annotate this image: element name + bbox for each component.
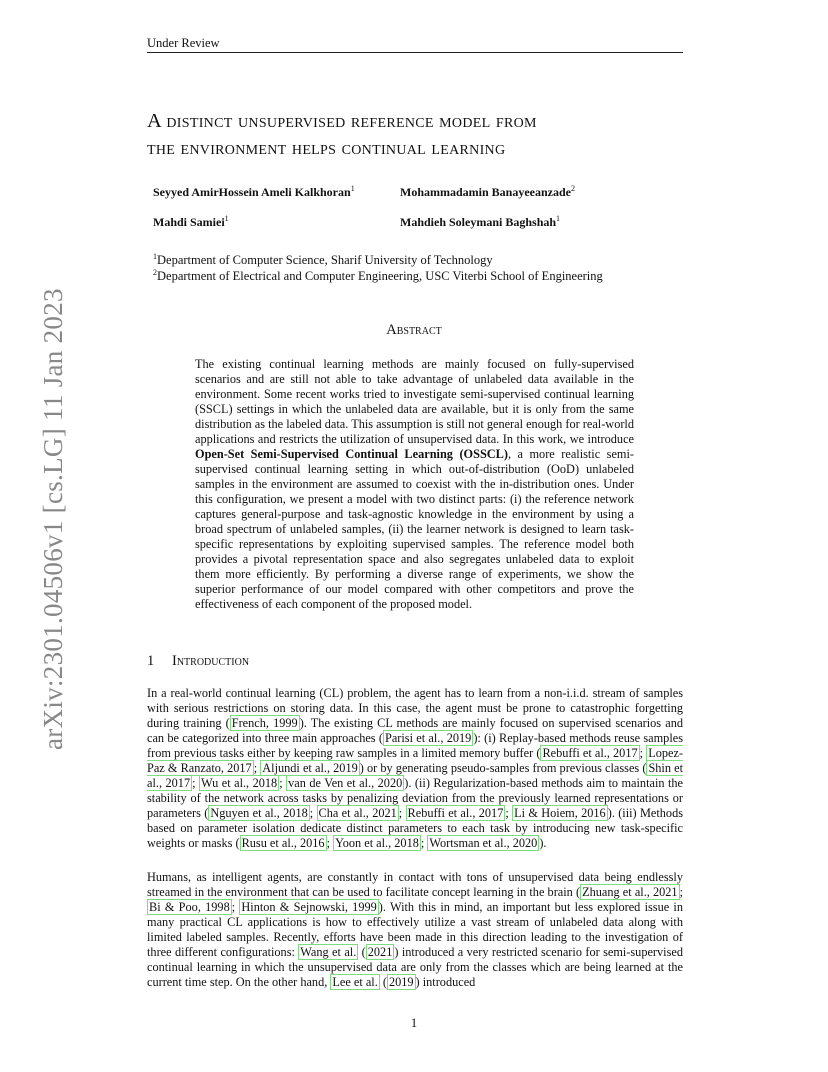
header-rule: [147, 52, 683, 53]
citation-link[interactable]: Lopez-Paz & Ranzato, 2017: [147, 746, 684, 775]
intro-paragraph-1: In a real-world continual learning (CL) problem, the agent has to learn from a non-i.i.d. stream of samples with serious restrictions on storing data. In this case, the agent must be prone to catastrophic forgetting during training ( French, 1999 ). The existing CL methods are mainly focused on supervised scenarios and can be categorized into three main approaches ( Parisi et al., 2019 ): (i) Replay-based methods reuse samples from previous tasks either by keeping raw samples in a limited memory buffer ( Rebuffi et al., 2017 ; Lopez-Paz & Ranzato, 2017 ; Aljundi et al., 2019 ) or by generating pseudo-samples from previous classes ( Shin et al., 2017 ; Wu et al., 2018 ; van de Ven et al., 2020 ). (ii) Regularization-based methods aim to maintain the stability of the network across tasks by penalizing deviation from the previously learned representations or parameters ( Nguyen et al., 2018 ; Cha et al., 2021 ; Rebuffi et al., 2017 ; Li & Hoiem, 2016 ). (iii) Methods based on parameter isolation dedicate distinct parameters to each task by introducing new task-specific weights or masks ( Rusu et al., 2016 ; Yoon et al., 2018 ; Wortsman et al., 2020 ).: [147, 686, 684, 850]
page-number: 1: [410, 1016, 418, 1030]
citation-link[interactable]: Zhuang et al., 2021: [582, 885, 678, 899]
intro-paragraph-2: Humans, as intelligent agents, are constantly in contact with tons of unsupervised data being endlessly streamed in the environment that can be used to facilitate concept learning in the brain ( Zhuang et al., 2021 ; Bi & Poo, 1998 ; Hinton & Sejnowski, 1999 ). With this in mind, an important but less explored issue in many practical CL applications is how to effectively utilize a vast stream of unlabeled data along with limited labeled samples. Recently, efforts have been made in this direction leading to the investigation of three different configurations: Wang et al. ( 2021 ) introduced a very restricted scenario for semi-supervised continual learning in which the unsupervised data are only from the classes which are being learned at the current time step. On the other hand, Lee et al. ( 2019 ) introduced: [147, 870, 684, 989]
citation-link[interactable]: Bi & Poo, 1998: [149, 900, 230, 914]
citation-link[interactable]: van de Ven et al., 2020: [288, 776, 403, 790]
citation-link[interactable]: Hinton & Sejnowski, 1999: [241, 900, 377, 914]
affiliation-1: $^1$Department of Computer Science, Sharif University of Technology: [153, 252, 493, 268]
citation-link[interactable]: Rebuffi et al., 2017: [407, 806, 504, 820]
author-3: Mahdi Samiei$^1$: [153, 214, 229, 229]
section-number: 1: [147, 653, 155, 669]
citation-link[interactable]: Li & Hoiem, 2016: [514, 806, 606, 820]
paper-title: [147, 108, 707, 162]
setting-name: Open-Set Semi-Supervised Continual Learning (OSSCL): [195, 447, 508, 461]
citation-link[interactable]: Rusu et al., 2016: [241, 836, 325, 850]
section-heading: [147, 653, 249, 670]
affiliation-2: $^2$Department of Electrical and Computer Engineering, USC Viterbi School of Engineering: [153, 268, 603, 284]
citation-link[interactable]: French, 1999: [231, 716, 298, 730]
citation-link[interactable]: Yoon et al., 2018: [335, 836, 419, 850]
citation-link[interactable]: Wortsman et al., 2020: [429, 836, 538, 850]
citation-link[interactable]: Rebuffi et al., 2017: [542, 746, 638, 760]
citation-link[interactable]: 2019: [388, 975, 414, 989]
citation-link[interactable]: Lee et al.: [332, 975, 378, 989]
citation-link[interactable]: Shin et al., 2017: [147, 761, 684, 790]
citation-link[interactable]: Aljundi et al., 2019: [262, 761, 358, 775]
arxiv-watermark: arXiv:2301.04506v1 [cs.LG] 11 Jan 2023: [38, 288, 68, 750]
citation-link[interactable]: Nguyen et al., 2018: [210, 806, 308, 820]
citation-link[interactable]: 2021: [367, 945, 393, 959]
citation-link[interactable]: Parisi et al., 2019: [384, 731, 472, 745]
title-line-1: A distinct unsupervised reference model from: [147, 110, 537, 132]
citation-link[interactable]: Wu et al., 2018: [201, 776, 278, 790]
title-line-2: the environment helps continual learning: [147, 137, 506, 159]
abstract-text: The existing continual learning methods are mainly focused on fully-supervised scenarios and are still not able to take advantage of unlabeled data available in the environment. Some recent works tried to investigate semi-supervised continual learning (SSCL) settings in which the unlabeled data are available, but it is only from the same distribution as the labeled data. This assumption is still not general enough for real-world applications and restricts the utilization of unsupervised data. In this work, we introduce Open-Set Semi-Supervised Continual Learning (OSSCL), a more realistic semi-supervised continual learning setting in which out-of-distribution (OoD) unlabeled samples in the environment are assumed to coexist with the in-distribution ones. Under this configuration, we present a model with two distinct parts: (i) the reference network captures general-purpose and task-agnostic knowledge in the environment by using a broad spectrum of unlabeled samples, (ii) the learner network is designed to learn task-specific representations by exploiting supervised samples. The reference model both provides a pivotal representation space and also segregates unlabeled data to exploit them more efficiently. By performing a diverse range of experiments, we show the superior performance of our model compared with other competitors and prove the effectiveness of each component of the proposed model.: [195, 357, 634, 611]
abstract-heading: Abstract: [386, 322, 442, 338]
section-title: Introduction: [172, 653, 250, 669]
citation-link[interactable]: Wang et al.: [300, 945, 357, 959]
running-header: Under Review: [147, 36, 220, 50]
author-4: Mahdieh Soleymani Baghshah$^1$: [400, 214, 561, 229]
author-2: Mohammadamin Banayeeanzade$^2$: [400, 184, 575, 199]
citation-link[interactable]: Cha et al., 2021: [318, 806, 397, 820]
author-1: Seyyed AmirHossein Ameli Kalkhoran$^1$: [153, 184, 355, 199]
